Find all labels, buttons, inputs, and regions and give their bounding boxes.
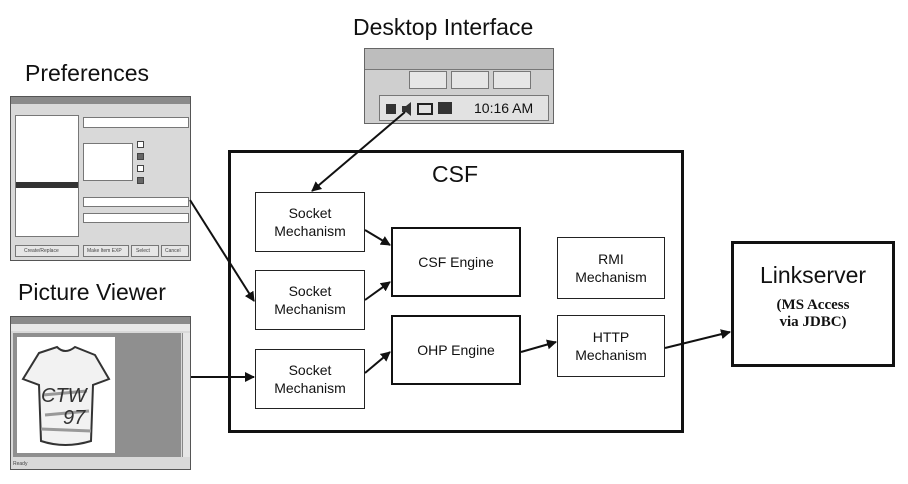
select-button: Select	[131, 245, 159, 257]
rmi-mechanism: RMI Mechanism	[557, 237, 665, 299]
linkserver-title: Linkserver	[759, 262, 867, 288]
tray-clock: 10:16 AM	[474, 100, 534, 116]
arrow-preferences-to-socket2	[190, 200, 254, 301]
arrow-socket2-to-csf-engine	[365, 282, 390, 300]
linkserver-detail-2: via JDBC)	[779, 314, 847, 330]
socket-mechanism-3: Socket Mechanism	[255, 349, 365, 409]
image-text-bottom: 97	[63, 407, 86, 429]
cancel-button: Cancel	[161, 245, 189, 257]
csf-label: CSF	[432, 161, 478, 187]
csf-engine: CSF Engine	[391, 227, 521, 297]
create-replace-button: Create/Replace	[15, 245, 79, 257]
socket-mechanism-1: Socket Mechanism	[255, 192, 365, 252]
status-bar-text: Ready	[13, 461, 28, 467]
desktop-interface-label: Desktop Interface	[353, 14, 534, 40]
ohp-engine: OHP Engine	[391, 315, 521, 385]
arrow-desktop-to-socket1	[312, 112, 405, 191]
preferences-label: Preferences	[25, 60, 150, 86]
socket-mechanism-2: Socket Mechanism	[255, 270, 365, 330]
arrow-socket1-to-csf-engine	[365, 230, 390, 245]
linkserver-detail-1: (MS Access	[776, 297, 850, 313]
picture-viewer-label: Picture Viewer	[18, 279, 166, 305]
arrow-socket3-to-ohp-engine	[365, 352, 390, 373]
arrow-http-to-linkserver	[665, 332, 730, 348]
http-mechanism: HTTP Mechanism	[557, 315, 665, 377]
make-item-exp-button: Make Item EXP	[83, 245, 129, 257]
image-text-top: CTW	[41, 385, 87, 407]
arrow-ohp-to-http	[521, 342, 556, 352]
